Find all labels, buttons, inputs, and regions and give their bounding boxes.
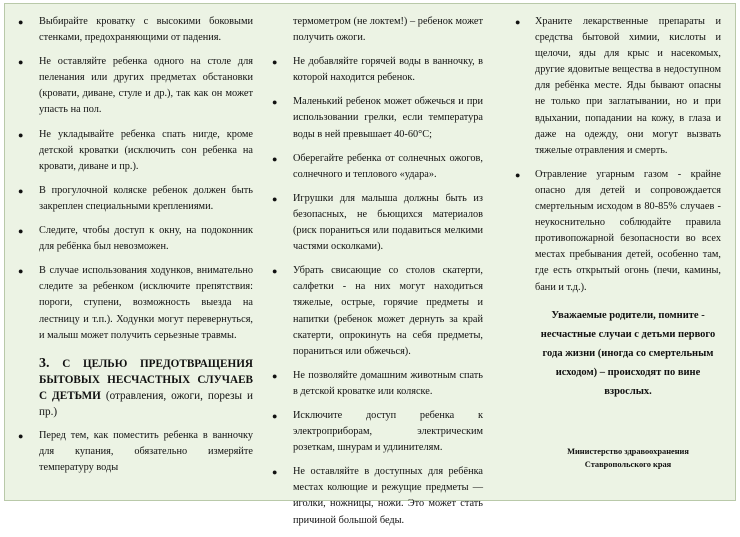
column-1 bbox=[18, 14, 254, 484]
list-item-text: Не оставляйте ребенка одного на столе для пеленания или других предметах обстановки (кровати, диване, стуле и др.), так как он может упасть на пол. bbox=[39, 56, 253, 116]
section-number: 3. bbox=[39, 355, 50, 371]
leaflet-page bbox=[4, 3, 736, 526]
list-item bbox=[272, 368, 483, 400]
column-2 bbox=[272, 14, 483, 537]
ministry-signature: Министерство здравоохранения Ставропольского края bbox=[567, 446, 689, 469]
list-item bbox=[18, 127, 253, 175]
list-item bbox=[515, 14, 721, 159]
list-item-text: Игрушки для малыша должны быть из безопасных, не бьющихся материалов (риск пораниться или подавиться мелкими частями осколками). bbox=[293, 192, 483, 253]
bullet-icon: ● bbox=[18, 266, 24, 277]
list-item-text: Не добавляйте горячей воды в ванночку, в которой находится ребенок. bbox=[293, 56, 483, 84]
bullet-list-bottom bbox=[18, 428, 253, 476]
bullet-list bbox=[272, 54, 483, 528]
bullet-icon: ● bbox=[515, 17, 521, 27]
list-item-text: Исключите доступ ребенка к электроприборам, электрическим розеткам, шнурам и удлинителям. bbox=[293, 409, 483, 454]
continued-text: термометром (не локтем!) – ребенок может получить ожоги. bbox=[293, 16, 483, 44]
list-item bbox=[272, 464, 483, 528]
section-heading-subtitle: (отравления, ожоги, порезы и пр.) bbox=[39, 389, 254, 418]
list-item bbox=[18, 14, 253, 46]
list-item-text: Следите, чтобы доступ к окну, на подоконник для ребёнка был невозможен. bbox=[39, 225, 253, 253]
list-item-text: В случае использования ходунков, внимательно следите за ребенком (исключите препятствия: пороги, ступени, возможность выезда на лестницу и т.п.). Ходунки могут перевернуться, и малыш может получить серьезные травмы. bbox=[39, 265, 253, 341]
bullet-icon: ● bbox=[272, 266, 278, 277]
bullet-icon: ● bbox=[272, 370, 278, 381]
list-item bbox=[515, 167, 721, 296]
list-item-text: Храните лекарственные препараты и средства бытовой химии, кислоты и щелочи, яды для крыс и насекомых, другие ядовитые вещества в недоступном для ребёнка месте. Яды бывают опасны не только при заглатывании, но и при вдыхании, попадании на кожу, в глаза и даже на одежду, они могут вызвать тяжелые отравления и смерть. bbox=[535, 16, 721, 156]
list-item bbox=[18, 223, 253, 255]
bullet-icon: ● bbox=[272, 467, 278, 478]
list-item-text: Не оставляйте в доступных для ребёнка местах колющие и режущие предметы — иголки, ножницы, ножи. Это может стать причиной большой беды. bbox=[293, 466, 483, 526]
bullet-icon: ● bbox=[272, 410, 278, 421]
list-item bbox=[272, 151, 483, 183]
list-item bbox=[18, 54, 253, 118]
list-item-text: В прогулочной коляске ребенок должен быть закреплен специальными креплениями. bbox=[39, 184, 253, 212]
list-item-text: Оберегайте ребенка от солнечных ожогов, солнечного и теплового «удара». bbox=[293, 152, 483, 180]
list-item bbox=[18, 428, 253, 476]
list-item bbox=[272, 94, 483, 142]
bullet-icon: ● bbox=[18, 129, 24, 140]
bullet-list-top bbox=[18, 14, 253, 344]
list-item bbox=[18, 263, 253, 343]
list-item-text: Не позволяйте домашним животным спать в детской кроватке или коляске. bbox=[293, 369, 483, 397]
bullet-icon: ● bbox=[272, 57, 278, 68]
list-item bbox=[272, 54, 483, 86]
list-item-text: Не укладывайте ребенка спать нигде, кроме детской кроватки (исключить сон ребенка на кровати, диване и пр.). bbox=[39, 128, 253, 172]
bullet-icon: ● bbox=[18, 430, 24, 441]
bullet-icon: ● bbox=[18, 185, 24, 196]
list-item bbox=[272, 408, 483, 456]
bullet-icon: ● bbox=[18, 57, 24, 68]
list-item-text: Перед тем, как поместить ребенка в ванночку для купания, обязательно измеряйте температуру воды bbox=[39, 429, 253, 473]
bullet-list bbox=[515, 14, 721, 296]
bullet-icon: ● bbox=[18, 17, 24, 27]
bullet-icon: ● bbox=[272, 153, 278, 164]
bullet-icon: ● bbox=[18, 226, 24, 237]
list-item bbox=[272, 191, 483, 255]
list-item bbox=[18, 183, 253, 215]
list-item-text: Маленький ребенок может обжечься и при использовании грелки, если температура воды в ней превышает 40-60°С; bbox=[293, 96, 483, 140]
list-item-text: Выбирайте кроватку с высокими боковыми стенками, предохраняющими от падения. bbox=[39, 16, 253, 44]
list-item-text: Отравление угарным газом - крайне опасно для детей и сопровождается смертельным исходом в 80-85% случаев - неукоснительно соблюдайте правила противопожарной безопасности во всех местах пребывания детей, особенно там, где есть открытый огонь (печи, камины, бани и т.д.). bbox=[535, 168, 721, 293]
column-3 bbox=[515, 14, 721, 471]
bullet-icon: ● bbox=[272, 97, 278, 108]
section-heading bbox=[39, 356, 253, 420]
bullet-icon: ● bbox=[515, 169, 521, 180]
list-item-text: Убрать свисающие со столов скатерти, салфетки - на них могут находиться тяжелые, острые, горячие предметы и напитки (ребенок может дернуть за край скатерти, опрокинуть на себя предметы, пораниться или обжечься). bbox=[293, 265, 483, 357]
list-item bbox=[272, 263, 483, 360]
section-heading-bold: С ЦЕЛЬЮ ПРЕДОТВРАЩЕНИЯ БЫТОВЫХ НЕСЧАСТНЫХ СЛУЧАЕВ С ДЕТЬМИ bbox=[39, 357, 253, 402]
parents-appeal: Уважаемые родители, помните - несчастные случаи с детьми первого года жизни (иногда со смертельным исходом) – происходят по вине взрослых. bbox=[540, 309, 716, 397]
bullet-icon: ● bbox=[272, 193, 278, 204]
